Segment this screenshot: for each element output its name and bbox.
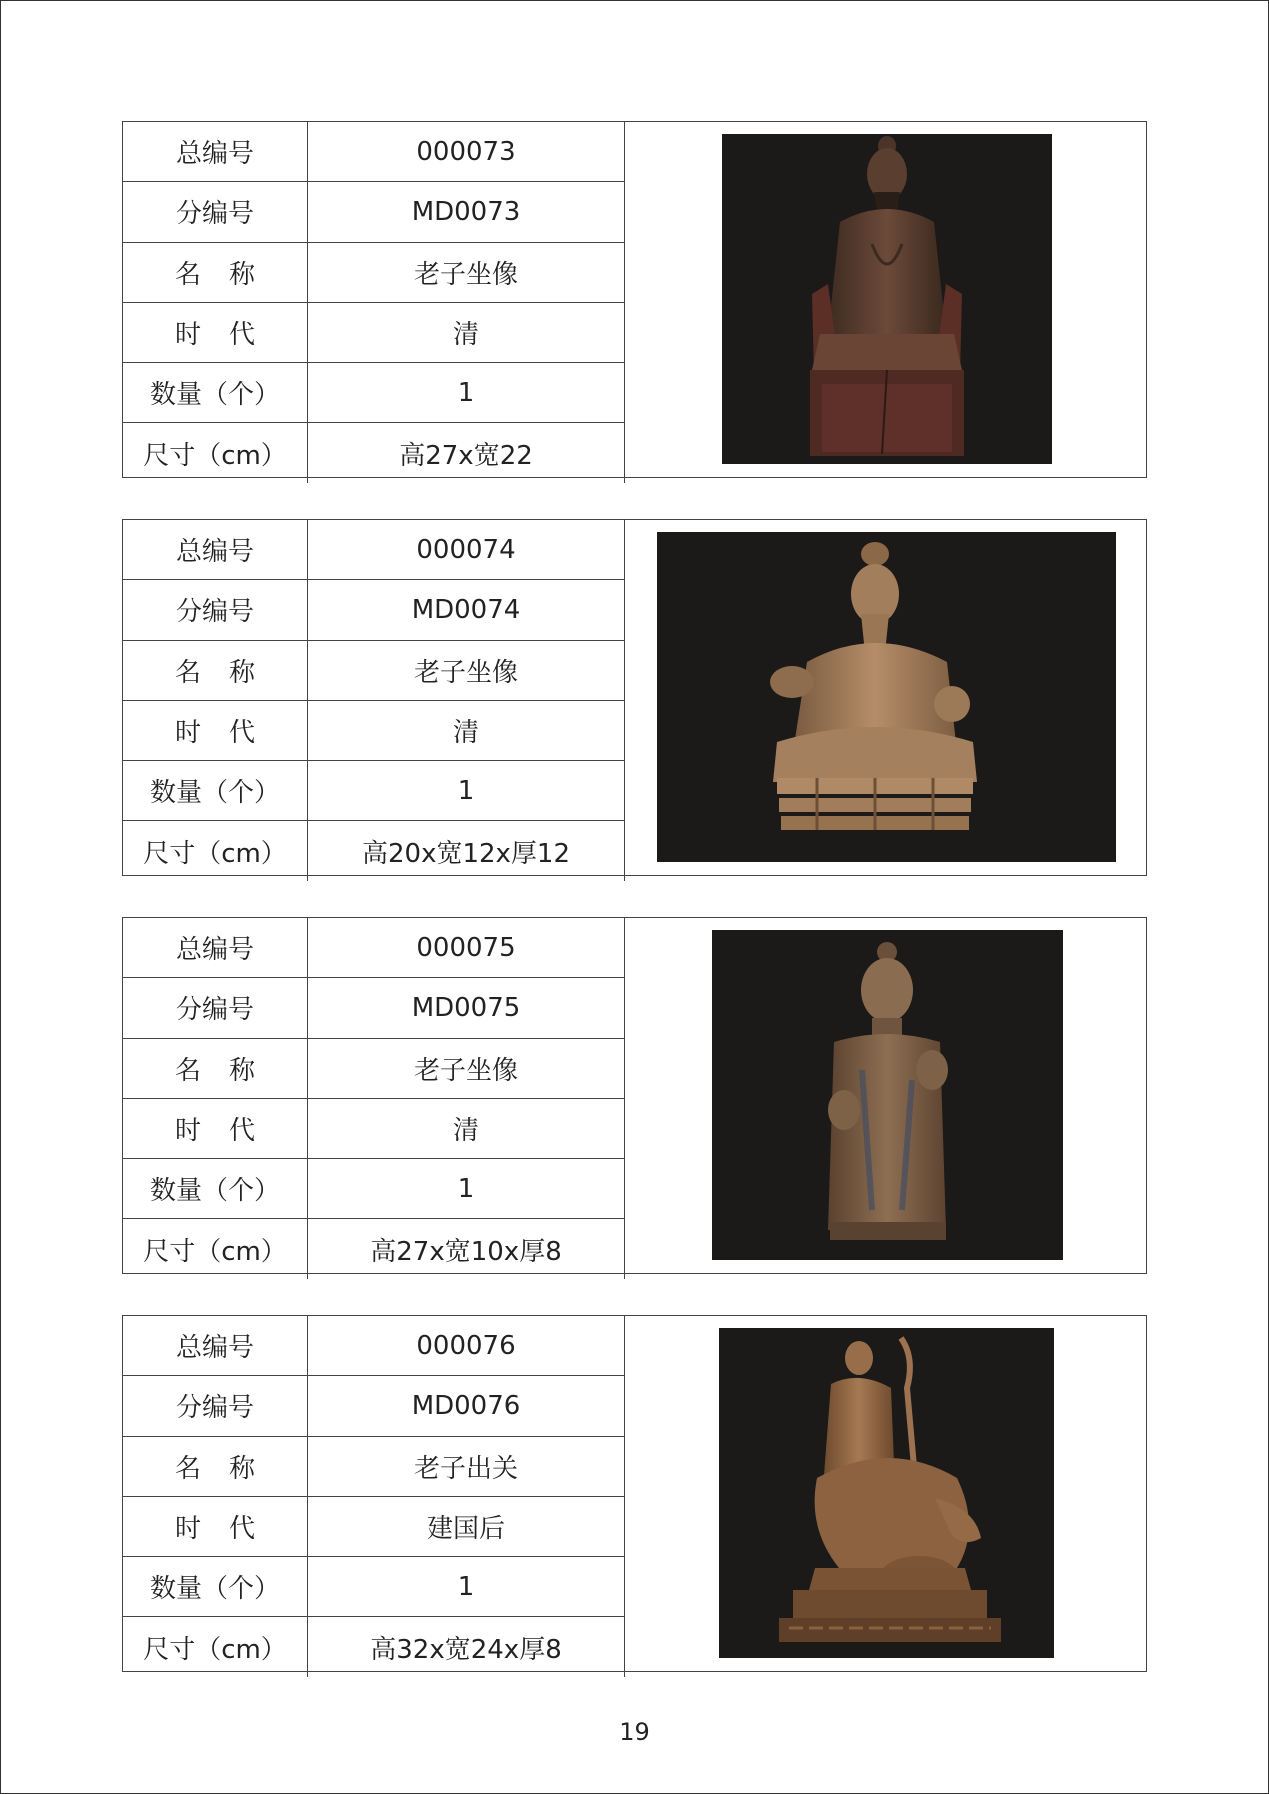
value-cell: 1 bbox=[308, 1557, 625, 1617]
statue-photo bbox=[657, 532, 1116, 862]
photo-cell bbox=[625, 1316, 1146, 1671]
label-cell: 分编号 bbox=[123, 978, 308, 1038]
value-cell: 高32x宽24x厚8 bbox=[308, 1617, 625, 1677]
value-cell: 清 bbox=[308, 302, 625, 362]
value-cell: 高27x宽22 bbox=[308, 423, 625, 483]
value-cell: MD0075 bbox=[308, 978, 625, 1038]
record-card bbox=[122, 519, 1147, 876]
record-card bbox=[122, 1315, 1147, 1672]
record-card bbox=[122, 121, 1147, 478]
value-cell: 老子坐像 bbox=[308, 640, 625, 700]
label-cell: 时代 bbox=[123, 1098, 308, 1158]
value-cell: 000076 bbox=[308, 1316, 625, 1376]
label-cell: 总编号 bbox=[123, 1316, 308, 1376]
label-cell: 总编号 bbox=[123, 122, 308, 182]
label-cell: 时代 bbox=[123, 1496, 308, 1556]
value-cell: 清 bbox=[308, 1098, 625, 1158]
label-cell: 名称 bbox=[123, 1038, 308, 1098]
label-cell: 总编号 bbox=[123, 918, 308, 978]
label-cell: 数量（个） bbox=[123, 1159, 308, 1219]
statue-photo bbox=[722, 134, 1052, 464]
value-cell: 老子坐像 bbox=[308, 242, 625, 302]
label-cell: 总编号 bbox=[123, 520, 308, 580]
record-card bbox=[122, 917, 1147, 1274]
value-cell: 老子坐像 bbox=[308, 1038, 625, 1098]
value-cell: 老子出关 bbox=[308, 1436, 625, 1496]
record-table bbox=[123, 1316, 625, 1677]
record-table bbox=[123, 520, 625, 881]
label-cell: 分编号 bbox=[123, 182, 308, 242]
label-cell: 名称 bbox=[123, 640, 308, 700]
label-cell: 尺寸（cm） bbox=[123, 423, 308, 483]
value-cell: 000074 bbox=[308, 520, 625, 580]
record-table bbox=[123, 918, 625, 1279]
label-cell: 分编号 bbox=[123, 1376, 308, 1436]
value-cell: 000075 bbox=[308, 918, 625, 978]
value-cell: 000073 bbox=[308, 122, 625, 182]
photo-cell bbox=[625, 918, 1146, 1273]
value-cell: 建国后 bbox=[308, 1496, 625, 1556]
label-cell: 尺寸（cm） bbox=[123, 1219, 308, 1279]
label-cell: 分编号 bbox=[123, 580, 308, 640]
label-cell: 数量（个） bbox=[123, 1557, 308, 1617]
value-cell: MD0074 bbox=[308, 580, 625, 640]
statue-photo bbox=[712, 930, 1063, 1260]
photo-cell bbox=[625, 122, 1146, 477]
value-cell: 清 bbox=[308, 700, 625, 760]
label-cell: 时代 bbox=[123, 700, 308, 760]
label-cell: 名称 bbox=[123, 242, 308, 302]
value-cell: MD0073 bbox=[308, 182, 625, 242]
value-cell: 1 bbox=[308, 761, 625, 821]
value-cell: 高20x宽12x厚12 bbox=[308, 821, 625, 881]
label-cell: 名称 bbox=[123, 1436, 308, 1496]
photo-cell bbox=[625, 520, 1146, 875]
label-cell: 尺寸（cm） bbox=[123, 1617, 308, 1677]
label-cell: 尺寸（cm） bbox=[123, 821, 308, 881]
statue-photo bbox=[719, 1328, 1054, 1658]
value-cell: 高27x宽10x厚8 bbox=[308, 1219, 625, 1279]
value-cell: 1 bbox=[308, 363, 625, 423]
record-table bbox=[123, 122, 625, 483]
value-cell: MD0076 bbox=[308, 1376, 625, 1436]
label-cell: 数量（个） bbox=[123, 761, 308, 821]
page-number: 19 bbox=[619, 1718, 650, 1746]
label-cell: 数量（个） bbox=[123, 363, 308, 423]
value-cell: 1 bbox=[308, 1159, 625, 1219]
label-cell: 时代 bbox=[123, 302, 308, 362]
